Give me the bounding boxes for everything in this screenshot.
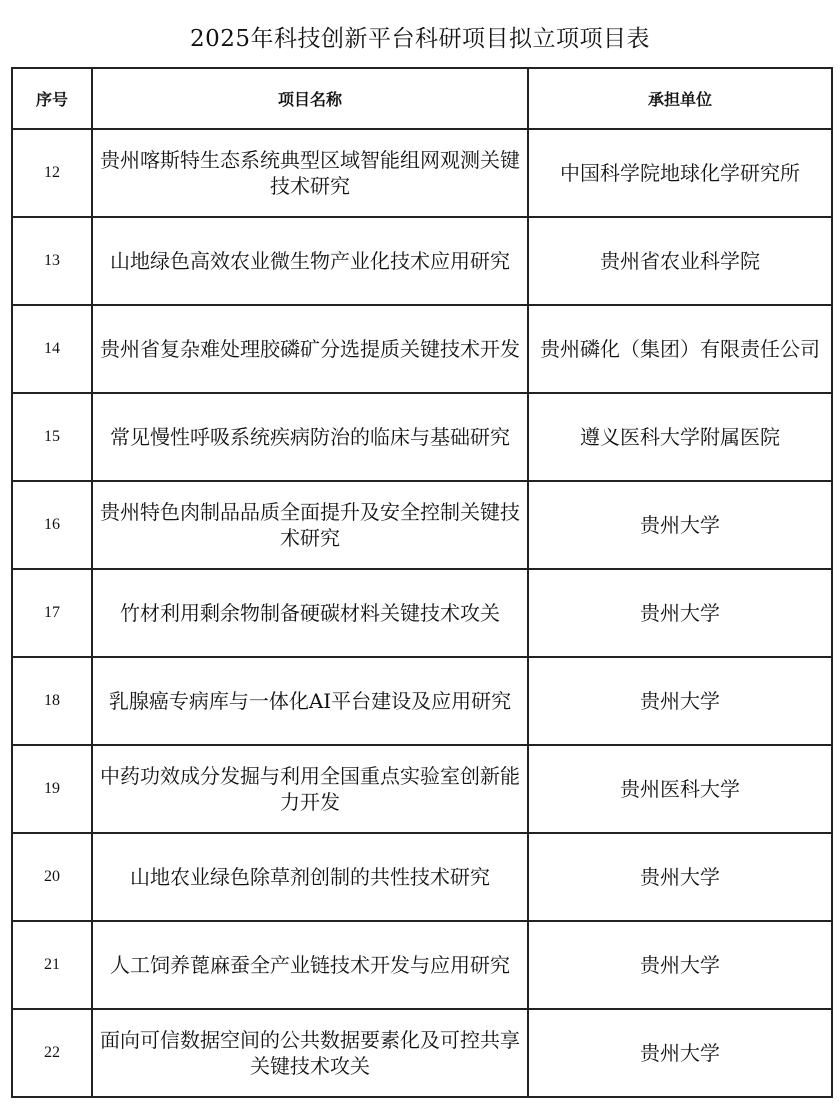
row-index: 19 [12, 745, 92, 833]
row-project-name: 人工饲养蓖麻蚕全产业链技术开发与应用研究 [92, 921, 528, 1009]
row-index: 18 [12, 657, 92, 745]
row-project-name: 常见慢性呼吸系统疾病防治的临床与基础研究 [92, 393, 528, 481]
row-unit: 贵州磷化（集团）有限责任公司 [528, 305, 832, 393]
row-project-name: 贵州特色肉制品品质全面提升及安全控制关键技术研究 [92, 481, 528, 569]
row-project-name: 竹材利用剩余物制备硬碳材料关键技术攻关 [92, 569, 528, 657]
table-row [12, 481, 832, 569]
table-row [12, 833, 832, 921]
row-index: 13 [12, 217, 92, 305]
table-header-row [12, 68, 832, 129]
row-project-name: 贵州省复杂难处理胶磷矿分选提质关键技术开发 [92, 305, 528, 393]
table-row [12, 393, 832, 481]
row-unit: 贵州医科大学 [528, 745, 832, 833]
row-project-name: 乳腺癌专病库与一体化AI平台建设及应用研究 [92, 657, 528, 745]
row-index: 15 [12, 393, 92, 481]
row-project-name: 山地绿色高效农业微生物产业化技术应用研究 [92, 217, 528, 305]
table-row [12, 921, 832, 1009]
header-unit: 承担单位 [528, 68, 832, 129]
row-unit: 贵州大学 [528, 657, 832, 745]
row-index: 21 [12, 921, 92, 1009]
table-row [12, 569, 832, 657]
row-unit: 贵州大学 [528, 921, 832, 1009]
row-index: 16 [12, 481, 92, 569]
row-project-name: 山地农业绿色除草剂创制的共性技术研究 [92, 833, 528, 921]
row-unit: 遵义医科大学附属医院 [528, 393, 832, 481]
row-index: 12 [12, 129, 92, 217]
row-index: 22 [12, 1009, 92, 1097]
row-unit: 贵州大学 [528, 569, 832, 657]
row-unit: 贵州大学 [528, 1009, 832, 1097]
project-table [11, 67, 833, 1098]
row-index: 14 [12, 305, 92, 393]
table-row [12, 217, 832, 305]
row-unit: 中国科学院地球化学研究所 [528, 129, 832, 217]
row-project-name: 中药功效成分发掘与利用全国重点实验室创新能力开发 [92, 745, 528, 833]
document-title: 2025年科技创新平台科研项目拟立项项目表 [189, 26, 651, 52]
row-index: 20 [12, 833, 92, 921]
table-row [12, 1009, 832, 1097]
table-row [12, 657, 832, 745]
row-unit: 贵州大学 [528, 833, 832, 921]
table-row [12, 129, 832, 217]
row-project-name: 面向可信数据空间的公共数据要素化及可控共享关键技术攻关 [92, 1009, 528, 1097]
header-project-name: 项目名称 [92, 68, 528, 129]
row-unit: 贵州省农业科学院 [528, 217, 832, 305]
table-row [12, 745, 832, 833]
row-index: 17 [12, 569, 92, 657]
header-index: 序号 [12, 68, 92, 129]
table-row [12, 305, 832, 393]
row-unit: 贵州大学 [528, 481, 832, 569]
row-project-name: 贵州喀斯特生态系统典型区域智能组网观测关键技术研究 [92, 129, 528, 217]
